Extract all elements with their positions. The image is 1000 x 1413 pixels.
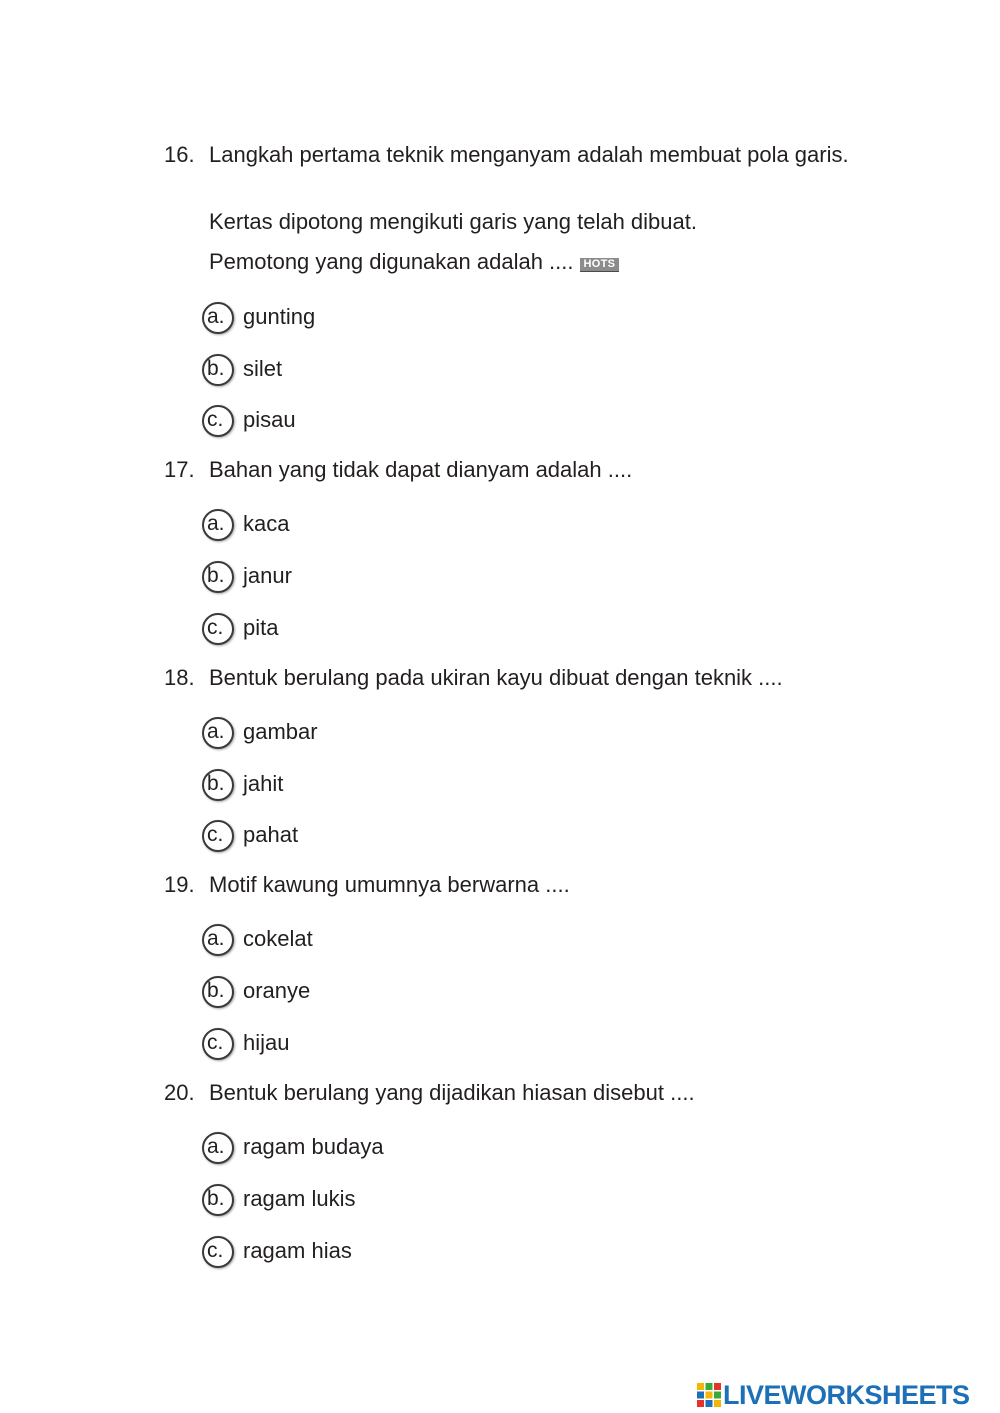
question-20-option-b[interactable]	[202, 1184, 602, 1218]
option-letter: a.	[207, 1135, 225, 1158]
option-letter: b.	[207, 979, 225, 1002]
option-text: pahat	[243, 822, 299, 847]
option-text: silet	[243, 356, 283, 381]
question-17-option-a[interactable]	[202, 509, 602, 543]
liveworksheets-brand-text: LIVEWORKSHEETS	[723, 1380, 970, 1410]
option-letter: c.	[207, 823, 224, 846]
question-16-line-3-text: Pemotong yang digunakan adalah ....	[209, 249, 574, 274]
question-16-line-3	[209, 248, 853, 276]
option-letter: b.	[207, 1187, 225, 1210]
option-text: ragam lukis	[243, 1186, 356, 1211]
option-letter: b.	[207, 357, 225, 380]
question-19-option-c[interactable]	[202, 1028, 602, 1062]
option-text: hijau	[243, 1030, 290, 1055]
question-19-number: 19.	[164, 872, 195, 897]
question-16-option-a[interactable]	[202, 302, 602, 336]
option-text: kaca	[243, 511, 290, 536]
question-18-option-c[interactable]	[202, 820, 602, 854]
question-19-option-b[interactable]	[202, 976, 602, 1010]
option-letter: a.	[207, 512, 225, 535]
option-text: janur	[243, 563, 292, 588]
question-18-option-a[interactable]	[202, 717, 602, 751]
question-16-line-2: Kertas dipotong mengikuti garis yang telah dibuat.	[209, 209, 697, 234]
option-text: pita	[243, 615, 279, 640]
question-20-option-a[interactable]	[202, 1132, 602, 1166]
hots-badge: HOTS	[580, 258, 620, 272]
option-text: ragam hias	[243, 1238, 352, 1263]
question-17-text: Bahan yang tidak dapat dianyam adalah ....	[209, 457, 633, 482]
option-letter: b.	[207, 772, 225, 795]
option-letter: a.	[207, 305, 225, 328]
option-text: cokelat	[243, 926, 313, 951]
question-16-line-1: Langkah pertama teknik menganyam adalah membuat pola garis.	[209, 142, 849, 167]
option-letter: a.	[207, 927, 225, 950]
question-17-number: 17.	[164, 457, 195, 482]
option-letter: c.	[207, 408, 224, 431]
option-text: pisau	[243, 407, 296, 432]
question-20-option-c[interactable]	[202, 1236, 602, 1270]
option-text: jahit	[243, 771, 284, 796]
option-letter: c.	[207, 1239, 224, 1262]
question-20-text: Bentuk berulang yang dijadikan hiasan disebut ....	[209, 1080, 695, 1105]
question-18-text: Bentuk berulang pada ukiran kayu dibuat dengan teknik ....	[209, 665, 783, 690]
option-letter: b.	[207, 564, 225, 587]
option-text: gambar	[243, 719, 318, 744]
liveworksheets-logo-icon	[697, 1383, 721, 1407]
option-letter: c.	[207, 616, 224, 639]
question-19-option-a[interactable]	[202, 924, 602, 958]
option-text: oranye	[243, 978, 311, 1003]
question-17-option-c[interactable]	[202, 613, 602, 647]
option-letter: a.	[207, 720, 225, 743]
option-text: ragam budaya	[243, 1134, 384, 1159]
question-17-option-b[interactable]	[202, 561, 602, 595]
question-16-option-b[interactable]	[202, 354, 602, 388]
option-letter: c.	[207, 1031, 224, 1054]
liveworksheets-logo	[697, 1380, 997, 1410]
question-16-option-c[interactable]	[202, 405, 602, 439]
question-18-number: 18.	[164, 665, 195, 690]
question-19-text: Motif kawung umumnya berwarna ....	[209, 872, 570, 897]
question-20-number: 20.	[164, 1080, 195, 1105]
option-text: gunting	[243, 304, 316, 329]
question-18-option-b[interactable]	[202, 769, 602, 803]
question-16-number: 16.	[164, 142, 195, 167]
